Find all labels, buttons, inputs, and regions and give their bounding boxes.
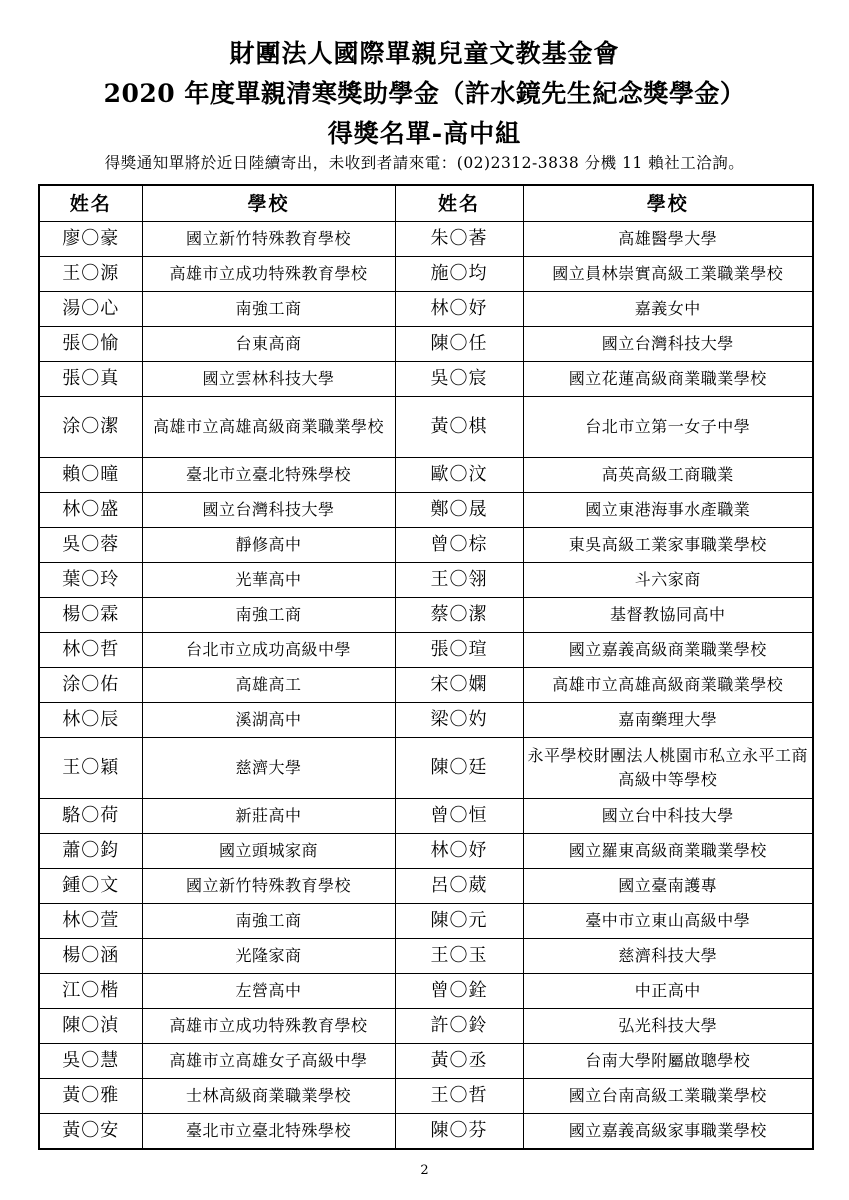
school-name: 國立東港海事水產職業 [523, 493, 813, 528]
student-name: 王〇哲 [395, 1079, 523, 1114]
list-title: 得獎名單-高中組 [327, 119, 522, 148]
student-name: 楊〇涵 [39, 939, 142, 974]
school-name: 高雄市立高雄高級商業職業學校 [142, 397, 395, 458]
table-row [39, 703, 813, 738]
table-row [39, 528, 813, 563]
student-name: 歐〇汶 [395, 458, 523, 493]
school-name: 國立台灣科技大學 [142, 493, 395, 528]
school-name: 中正高中 [523, 974, 813, 1009]
student-name: 王〇源 [39, 257, 142, 292]
student-name: 黃〇雅 [39, 1079, 142, 1114]
student-name: 涂〇佑 [39, 668, 142, 703]
student-name: 宋〇嫻 [395, 668, 523, 703]
student-name: 曾〇銓 [395, 974, 523, 1009]
school-name: 台北市立第一女子中學 [523, 397, 813, 458]
table-row [39, 397, 813, 458]
table-row [39, 1079, 813, 1114]
header-school-right: 學校 [523, 185, 813, 222]
student-name: 吳〇慧 [39, 1044, 142, 1079]
student-name: 江〇楷 [39, 974, 142, 1009]
table-row [39, 799, 813, 834]
school-name: 新莊高中 [142, 799, 395, 834]
school-name: 高雄醫學大學 [523, 222, 813, 257]
school-name: 弘光科技大學 [523, 1009, 813, 1044]
school-name: 基督教協同高中 [523, 598, 813, 633]
school-name: 慈濟大學 [142, 738, 395, 799]
school-name: 南強工商 [142, 904, 395, 939]
school-name: 臺中市立東山高級中學 [523, 904, 813, 939]
table-row [39, 939, 813, 974]
school-name: 國立嘉義高級家事職業學校 [523, 1114, 813, 1150]
student-name: 朱〇萫 [395, 222, 523, 257]
school-name: 高雄高工 [142, 668, 395, 703]
student-name: 許〇鈴 [395, 1009, 523, 1044]
school-name: 國立羅東高級商業職業學校 [523, 834, 813, 869]
school-name: 台南大學附屬啟聰學校 [523, 1044, 813, 1079]
header-name-right: 姓名 [395, 185, 523, 222]
header-school-left: 學校 [142, 185, 395, 222]
table-row [39, 493, 813, 528]
school-name: 國立雲林科技大學 [142, 362, 395, 397]
school-name: 國立台灣科技大學 [523, 327, 813, 362]
table-header-row [39, 185, 813, 222]
school-name: 台東高商 [142, 327, 395, 362]
table-row [39, 362, 813, 397]
student-name: 楊〇霖 [39, 598, 142, 633]
school-name: 士林高級商業職業學校 [142, 1079, 395, 1114]
table-row [39, 563, 813, 598]
student-name: 張〇愉 [39, 327, 142, 362]
table-row [39, 1044, 813, 1079]
student-name: 吳〇蓉 [39, 528, 142, 563]
table-body [39, 222, 813, 1150]
school-name: 嘉義女中 [523, 292, 813, 327]
school-name: 臺北市立臺北特殊學校 [142, 1114, 395, 1150]
student-name: 陳〇芬 [395, 1114, 523, 1150]
student-name: 曾〇棕 [395, 528, 523, 563]
table-row [39, 668, 813, 703]
table-row [39, 974, 813, 1009]
school-name: 靜修高中 [142, 528, 395, 563]
organization-title: 財團法人國際單親兒童文教基金會 [229, 39, 620, 68]
school-name: 國立嘉義高級商業職業學校 [523, 633, 813, 668]
student-name: 黃〇棋 [395, 397, 523, 458]
student-name: 廖〇豪 [39, 222, 142, 257]
student-name: 林〇妤 [395, 834, 523, 869]
school-name: 嘉南藥理大學 [523, 703, 813, 738]
table-row [39, 869, 813, 904]
school-name: 國立臺南護專 [523, 869, 813, 904]
student-name: 吳〇宸 [395, 362, 523, 397]
notice-text: 得獎通知單將於近日陸續寄出，未收到者請來電：(02)2312-3838 分機 11 賴社工洽詢。 [104, 154, 745, 172]
school-name: 國立新竹特殊教育學校 [142, 869, 395, 904]
table-row [39, 327, 813, 362]
page-number: 2 [420, 1163, 429, 1178]
student-name: 林〇辰 [39, 703, 142, 738]
student-name: 林〇妤 [395, 292, 523, 327]
table-row [39, 1114, 813, 1150]
school-name: 永平學校財團法人桃園市私立永平工商高級中等學校 [523, 738, 813, 799]
student-name: 曾〇恒 [395, 799, 523, 834]
student-name: 施〇均 [395, 257, 523, 292]
school-name: 國立花蓮高級商業職業學校 [523, 362, 813, 397]
student-name: 陳〇廷 [395, 738, 523, 799]
table-row [39, 1009, 813, 1044]
student-name: 梁〇妁 [395, 703, 523, 738]
student-name: 駱〇荷 [39, 799, 142, 834]
table-row [39, 834, 813, 869]
school-name: 國立台中科技大學 [523, 799, 813, 834]
school-name: 慈濟科技大學 [523, 939, 813, 974]
school-name: 國立員林崇實高級工業職業學校 [523, 257, 813, 292]
student-name: 呂〇葳 [395, 869, 523, 904]
student-name: 蔡〇潔 [395, 598, 523, 633]
student-name: 鍾〇文 [39, 869, 142, 904]
school-name: 臺北市立臺北特殊學校 [142, 458, 395, 493]
school-name: 高雄市立高雄女子高級中學 [142, 1044, 395, 1079]
student-name: 涂〇潔 [39, 397, 142, 458]
scholarship-title: 2020 年度單親清寒獎助學金（許水鏡先生紀念獎學金） [103, 79, 746, 108]
student-name: 林〇哲 [39, 633, 142, 668]
school-name: 高雄市立成功特殊教育學校 [142, 1009, 395, 1044]
table-row [39, 738, 813, 799]
school-name: 南強工商 [142, 292, 395, 327]
school-name: 左營高中 [142, 974, 395, 1009]
school-name: 高雄市立成功特殊教育學校 [142, 257, 395, 292]
school-name: 光華高中 [142, 563, 395, 598]
student-name: 鄭〇晟 [395, 493, 523, 528]
student-name: 張〇瑄 [395, 633, 523, 668]
student-name: 王〇玉 [395, 939, 523, 974]
table-row [39, 222, 813, 257]
table-row [39, 292, 813, 327]
school-name: 國立新竹特殊教育學校 [142, 222, 395, 257]
school-name: 國立台南高級工業職業學校 [523, 1079, 813, 1114]
school-name: 斗六家商 [523, 563, 813, 598]
table-row [39, 458, 813, 493]
school-name: 光隆家商 [142, 939, 395, 974]
table-row [39, 904, 813, 939]
school-name: 台北市立成功高級中學 [142, 633, 395, 668]
student-name: 葉〇玲 [39, 563, 142, 598]
student-name: 黃〇安 [39, 1114, 142, 1150]
student-name: 陳〇任 [395, 327, 523, 362]
student-name: 賴〇曈 [39, 458, 142, 493]
student-name: 林〇萱 [39, 904, 142, 939]
student-name: 湯〇心 [39, 292, 142, 327]
header-name-left: 姓名 [39, 185, 142, 222]
table-row [39, 598, 813, 633]
student-name: 王〇翎 [395, 563, 523, 598]
student-name: 黃〇丞 [395, 1044, 523, 1079]
student-name: 陳〇湞 [39, 1009, 142, 1044]
school-name: 高英高級工商職業 [523, 458, 813, 493]
school-name: 溪湖高中 [142, 703, 395, 738]
student-name: 王〇穎 [39, 738, 142, 799]
school-name: 國立頭城家商 [142, 834, 395, 869]
school-name: 東吳高級工業家事職業學校 [523, 528, 813, 563]
student-name: 林〇盛 [39, 493, 142, 528]
school-name: 高雄市立高雄高級商業職業學校 [523, 668, 813, 703]
school-name: 南強工商 [142, 598, 395, 633]
table-row [39, 633, 813, 668]
winners-table [38, 184, 814, 1150]
table-row [39, 257, 813, 292]
student-name: 蕭〇鈞 [39, 834, 142, 869]
student-name: 張〇真 [39, 362, 142, 397]
student-name: 陳〇元 [395, 904, 523, 939]
